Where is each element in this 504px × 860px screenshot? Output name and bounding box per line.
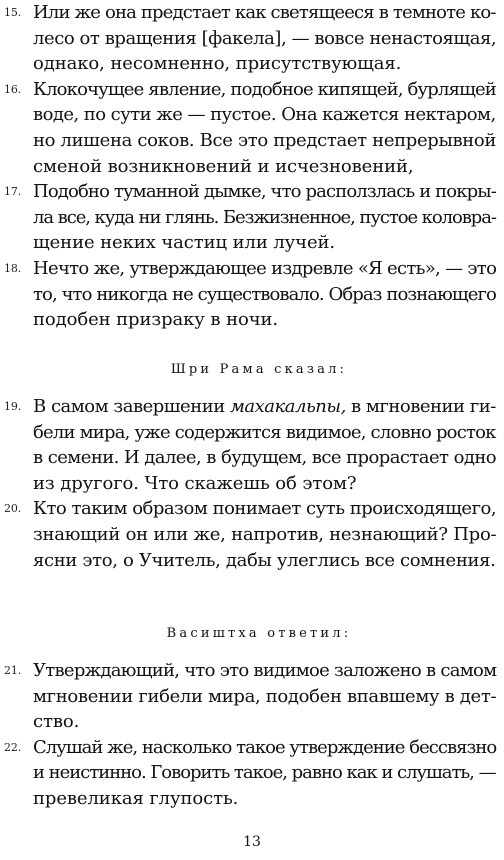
verse-line: щение неких частиц или лучей. [33, 232, 336, 254]
verse-line: но лишена соков. Все это предстает непрерывной [33, 129, 497, 151]
verse-21 [0, 658, 504, 735]
verse-line: Нечто же, утверждающее издревле «Я есть», — это [33, 257, 497, 279]
verse-18 [0, 256, 504, 333]
page-number: 13 [243, 834, 261, 850]
verse-block-1 [0, 0, 504, 333]
verse-line: Слушай же, насколько такое утверждение бессвязно [33, 736, 497, 758]
verse-number: 15. [4, 6, 22, 19]
verse-line: сменой возникновений и исчезновений, [33, 155, 414, 177]
verse-line: Клокочущее явление, подобное кипящей, бурлящей [33, 78, 496, 100]
verse-line: из другого. Что скажешь об этом? [33, 472, 357, 494]
verse-line: Или же она предстает как светящееся в темноте ко- [33, 2, 496, 23]
verse-line: Кто таким образом понимает суть происходящего, [33, 498, 497, 520]
verse-line: ство. [33, 711, 80, 733]
verse-line [33, 394, 496, 420]
verse-line: бели мира, уже содержится видимое, словно росток [33, 421, 496, 443]
verse-19 [0, 394, 504, 496]
verse-line: то, что никогда не существовало. Образ познающего [33, 283, 496, 305]
verse-italic-term: махакальпы, [229, 396, 346, 417]
verse-line: и неистинно. Говорить такое, равно как и слушать, — [33, 762, 496, 784]
verse-number: 21. [4, 664, 22, 677]
speaker-heading-rama: Шри Рама сказал: [170, 362, 348, 377]
speaker-heading-vasishtha: Васиштха ответил: [166, 626, 352, 641]
verse-16 [0, 77, 504, 179]
verse-17 [0, 179, 504, 256]
verse-line: ясни это, о Учитель, дабы улеглись все сомнения. [33, 549, 496, 571]
verse-line: подобен призраку в ночи. [33, 309, 279, 331]
verse-15 [0, 0, 504, 77]
verse-text: В самом завершении [33, 396, 230, 417]
verse-number: 16. [4, 82, 22, 96]
verse-20 [0, 496, 504, 573]
verse-line: воде, по сути же — пустое. Она кажется нектаром, [33, 104, 496, 126]
verse-number: 19. [4, 400, 22, 413]
verse-number: 20. [4, 502, 22, 516]
verse-number: 17. [4, 185, 22, 199]
verse-number: 22. [4, 740, 22, 754]
verse-line: Подобно туманной дымке, что расползлась и покры- [33, 181, 496, 203]
verse-line: в семени. И далее, в будущем, все прорастает одно [33, 447, 497, 469]
verse-number: 18. [4, 261, 22, 275]
verse-line: знающий он или же, напротив, незнающий? Про- [33, 523, 497, 545]
verse-block-3 [0, 624, 504, 812]
verse-text: в мгновении ги- [345, 396, 496, 417]
verse-block-2 [0, 360, 504, 573]
verse-line: мгновении гибели мира, подобен впавшему в дет- [33, 685, 497, 707]
verse-22 [0, 735, 504, 812]
verse-line: однако, несомненно, присутствующая. [33, 53, 402, 75]
verse-line: ла все, куда ни глянь. Безжизненное, пустое коловра- [33, 206, 496, 228]
verse-line: лесо от вращения [факела], — вовсе ненастоящая, [33, 27, 497, 49]
verse-line: превеликая глупость. [33, 787, 239, 809]
verse-line: Утверждающий, что это видимое заложено в самом [33, 660, 497, 681]
